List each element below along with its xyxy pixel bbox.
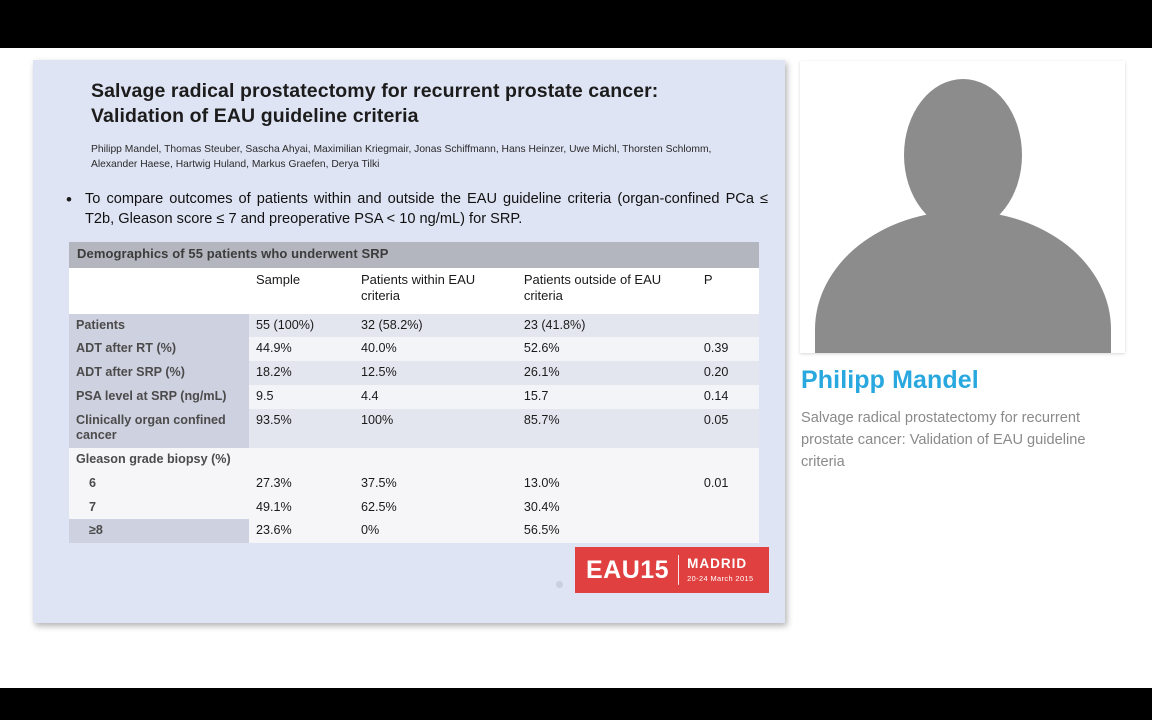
table-caption: Demographics of 55 patients who underwent SRP (69, 242, 759, 267)
speaker-photo (800, 61, 1125, 353)
row-within: 100% (354, 409, 517, 448)
table-caption-row (69, 242, 759, 267)
table-row (69, 448, 759, 472)
row-within (354, 448, 517, 472)
column-header-outside: Patients outside of EAU criteria (517, 268, 697, 314)
slide-authors: Philipp Mandel, Thomas Steuber, Sascha Ahyai, Maximilian Kriegmair, Jonas Schiffmann, Hans Heinzer, Uwe Michl, Thorsten Schlomm, Alexander Haese, Hartwig Huland, Markus Graefen, Derya Tilki (91, 143, 712, 170)
row-label: 7 (69, 496, 249, 520)
bullet-text: To compare outcomes of patients within and outside the EAU guideline criteria (organ-confined PCa ≤ T2b, Gleason score ≤ 7 and preoperative PSA < 10 ng/mL) for SRP. (85, 190, 768, 227)
eau-logo-city: MADRID (687, 556, 748, 572)
table-row (69, 496, 759, 520)
speaker-name: Philipp Mandel (801, 366, 979, 394)
slide-decorative-dot (556, 581, 563, 588)
table-row (69, 337, 759, 361)
row-within: 32 (58.2%) (354, 314, 517, 338)
row-label: Gleason grade biopsy (%) (69, 448, 249, 472)
row-label: ADT after RT (%) (69, 337, 249, 361)
column-header-within: Patients within EAU criteria (354, 268, 517, 314)
row-within: 40.0% (354, 337, 517, 361)
row-label: Patients (69, 314, 249, 338)
speaker-talk-title: Salvage radical prostatectomy for recurrent prostate cancer: Validation of EAU guideline criteria (801, 410, 1086, 470)
row-label: PSA level at SRP (ng/mL) (69, 385, 249, 409)
eau-logo-dates: 20-24 March 2015 (687, 573, 754, 583)
row-p: 0.20 (697, 361, 759, 385)
eau-logo-main: EAU15 (586, 555, 670, 584)
row-sample (249, 448, 354, 472)
row-outside: 85.7% (517, 409, 697, 448)
person-silhouette-icon (904, 79, 1022, 231)
bullet-point-icon: • (66, 189, 72, 209)
row-p: 0.05 (697, 409, 759, 448)
demographics-table-wrapper (69, 242, 759, 543)
row-p (697, 448, 759, 472)
row-p (697, 496, 759, 520)
row-outside: 13.0% (517, 472, 697, 496)
table-row (69, 409, 759, 448)
table-row (69, 385, 759, 409)
row-within: 4.4 (354, 385, 517, 409)
row-outside: 15.7 (517, 385, 697, 409)
row-label: ADT after SRP (%) (69, 361, 249, 385)
eau-congress-logo (575, 547, 769, 593)
eau-logo-divider (678, 555, 679, 585)
row-label: Clinically organ confined cancer (69, 409, 249, 448)
row-sample: 93.5% (249, 409, 354, 448)
row-outside: 23 (41.8%) (517, 314, 697, 338)
table-row (69, 472, 759, 496)
presentation-slide[interactable] (33, 60, 785, 623)
row-sample: 44.9% (249, 337, 354, 361)
row-sample: 23.6% (249, 519, 354, 543)
row-within: 0% (354, 519, 517, 543)
row-sample: 55 (100%) (249, 314, 354, 338)
column-header-blank (69, 268, 249, 314)
row-within: 62.5% (354, 496, 517, 520)
demographics-table (69, 242, 759, 543)
row-p: 0.14 (697, 385, 759, 409)
row-outside: 52.6% (517, 337, 697, 361)
row-sample: 49.1% (249, 496, 354, 520)
row-outside (517, 448, 697, 472)
row-within: 12.5% (354, 361, 517, 385)
row-sample: 27.3% (249, 472, 354, 496)
row-label: 6 (69, 472, 249, 496)
column-header-p: P (697, 268, 759, 314)
row-label: ≥8 (69, 519, 249, 543)
row-outside: 30.4% (517, 496, 697, 520)
table-row (69, 519, 759, 543)
content-band (0, 48, 1152, 688)
table-row (69, 314, 759, 338)
slide-bullet (63, 189, 768, 230)
row-outside: 56.5% (517, 519, 697, 543)
column-header-sample: Sample (249, 268, 354, 314)
row-outside: 26.1% (517, 361, 697, 385)
slide-content (33, 60, 785, 623)
row-p: 0.01 (697, 472, 759, 496)
row-p: 0.39 (697, 337, 759, 361)
person-silhouette-body-icon (815, 211, 1111, 353)
table-header-row (69, 268, 759, 314)
row-p (697, 519, 759, 543)
row-p (697, 314, 759, 338)
row-sample: 9.5 (249, 385, 354, 409)
table-row (69, 361, 759, 385)
slide-title: Salvage radical prostatectomy for recurrent prostate cancer: Validation of EAU guideline criteria (91, 80, 659, 128)
row-within: 37.5% (354, 472, 517, 496)
row-sample: 18.2% (249, 361, 354, 385)
